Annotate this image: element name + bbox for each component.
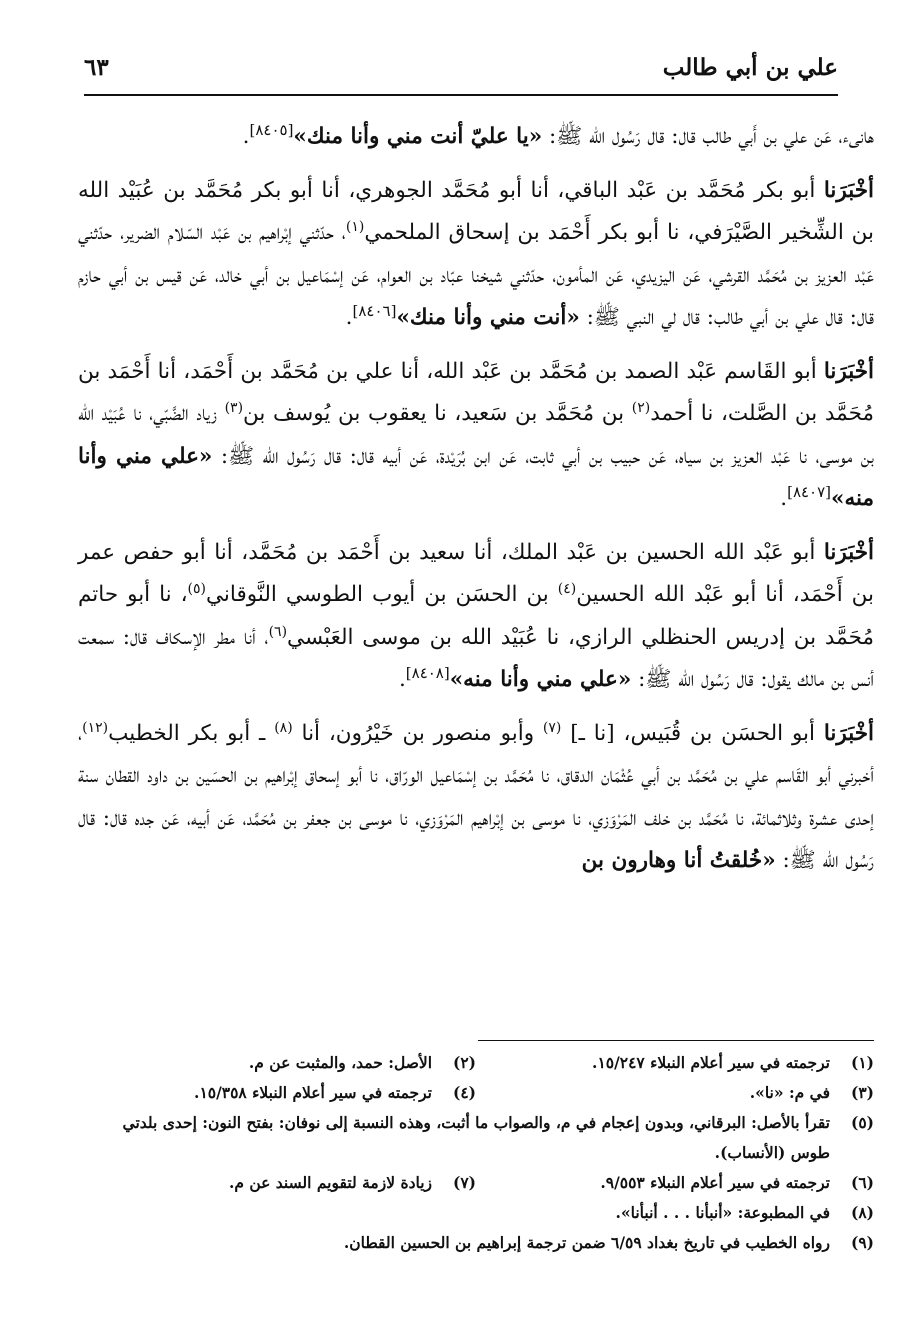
text: بن الحسَن بن أيوب الطوسي النَّوقاني (206, 582, 558, 607)
footnote-text: الأصل: حمد، والمثبت عن م. (248, 1053, 432, 1072)
main-text (78, 116, 874, 894)
hadith-number: [٨٤٠٧] (787, 482, 832, 501)
paragraph-5 (78, 713, 874, 883)
text: ، أخبرني أبو القَاسم علي بن مُحَمَّد بن أبي عُثْمَان الدقاق، نا مُحَمَّد بن إسْمَاعيل الورّاق، نا أبو إسحاق إبْراهيم بن الحسَين بن داود القطان سنة إحدى عشرة وثلاثمائة، نا مُحَمَّد بن خلف المَرْوَزي، نا موسى بن إبْراهيم المَرْوَزي، نا موسى بن جعفر بن مُحَمَّد، عَن أبيه، عَن جده قال: قال رَسُول الله ﷺ: (78, 720, 874, 873)
hadith-quote: «علي مني وأنا منه» (78, 443, 874, 511)
paragraph-1 (78, 116, 874, 159)
footnote-ref: (٨) (274, 719, 293, 736)
text: أبو عَبْد الله الحسين بن عَبْد الملك، أنا سعيد بن أَحْمَد بن مُحَمَّد، أنا أبو حفص عمر بن أَحْمَد، أنا أبو عَبْد الله الحسين (78, 539, 874, 607)
footnote-ref: (٥) (187, 580, 207, 597)
footnote-number: (٧) (452, 1173, 476, 1192)
footnote-ref: (١٢) (82, 719, 109, 736)
footnotes (78, 1048, 874, 1258)
hadith-quote: «يا عليّ أنت مني وأنا منك» (293, 124, 543, 149)
footnote-2 (78, 1048, 476, 1078)
hadith-quote: «علي مني وأنا منه» (449, 667, 632, 692)
footnote-text: تقرأ بالأصل: البرقاني، وبدون إعجام في م، والصواب ما أثبت، وهذه النسبة إلى نوفان: بفتح النون: إحدى بلدتي طوس (الأنساب). (122, 1113, 830, 1162)
footnote-row (78, 1078, 874, 1108)
footnote-ref: (٣) (224, 399, 244, 416)
footnote-ref: (١) (345, 218, 365, 235)
paragraph-3 (78, 351, 874, 521)
header-rule (84, 94, 838, 96)
footnote-text: ترجمته في سير أعلام النبلاء ٩/٥٥٣. (600, 1173, 830, 1192)
lead-word: أخْبَرَنا (823, 720, 875, 746)
footnote-ref: (٦) (268, 623, 288, 640)
footnote-number: (٣) (850, 1083, 874, 1102)
text: هانىء، عَن علي بن أَبي طالب قال: قال رَسُول الله ﷺ: (542, 124, 874, 149)
footnote-text: في المطبوعة: «أنبأنا . . . أنبأنا». (615, 1203, 830, 1222)
footnote-number: (٦) (850, 1173, 874, 1192)
footnote-number: (٢) (452, 1053, 476, 1072)
text: أبو الحسَن بن قُبَيس، [نا ـ] (561, 720, 824, 746)
period: . (780, 486, 788, 511)
footnote-text: ترجمته في سير أعلام النبلاء ١٥/٢٤٧. (592, 1053, 830, 1072)
lead-word: أخْبَرَنا (823, 358, 874, 384)
footnote-number: (١) (850, 1053, 874, 1072)
footnote-text: زيادة لازمة لتقويم السند عن م. (228, 1173, 432, 1192)
period: . (242, 124, 250, 149)
text: ، نا أبو حاتم مُحَمَّد بن إدريس الحنظلي الرازي، نا عُبَيْد الله بن موسى العَبْسي (78, 582, 874, 650)
lead-word: أخْبَرَنا (823, 539, 874, 565)
text: أبو القَاسم عَبْد الصمد بن مُحَمَّد بن عَبْد الله، أنا علي بن مُحَمَّد بن أَحْمَد، أنا أَحْمَد بن مُحَمَّد بن الصَّلت، نا أحمد (78, 358, 875, 426)
footnote-5 (78, 1108, 874, 1168)
running-title: علي بن أبي طالب (662, 54, 838, 81)
footnote-text: ترجمته في سير أعلام النبلاء ١٥/٣٥٨. (194, 1083, 432, 1102)
footnote-number: (٤) (452, 1083, 476, 1102)
footnote-ref: (٧) (542, 719, 562, 736)
footnote-8 (78, 1198, 874, 1228)
footnote-9 (78, 1228, 874, 1258)
footnote-row (78, 1048, 874, 1078)
period: . (345, 305, 353, 330)
text: ـ أبو بكر الخطيب (108, 720, 275, 746)
footnote-number: (٥) (850, 1113, 874, 1132)
page-number: ٦٣ (84, 54, 109, 81)
footnote-rule (478, 1040, 874, 1041)
hadith-number: [٨٤٠٦] (352, 301, 397, 320)
footnote-ref: (٤) (557, 580, 577, 597)
footnote-row (78, 1168, 874, 1198)
footnote-1 (476, 1048, 874, 1078)
footnote-text: في م: «نا». (749, 1083, 830, 1102)
text: زياد الضَّبّي، نا عُبَيْد الله بن موسى، نا عَبْد العزيز بن سياه، عَن حبيب بن أبي ثابت، عَن ابن بُرَيْدة، عَن أبيه قال: قال رَسُول الله ﷺ: (78, 401, 875, 469)
footnote-4 (78, 1078, 476, 1108)
text: وأبو منصور بن خَيْرُون، أنا (292, 720, 543, 746)
period: . (398, 667, 406, 692)
footnote-text: رواه الخطيب في تاريخ بغداد ٦/٥٩ ضمن ترجمة إبراهيم بن الحسين القطان. (343, 1233, 830, 1252)
footnote-3 (476, 1078, 874, 1108)
text: أبو بكر مُحَمَّد بن عَبْد الباقي، أنا أبو مُحَمَّد الجوهري، أنا أبو بكر مُحَمَّد بن عُبَيْد الله بن الشِّخير الصَّيْرَفي، نا أبو بكر أَحْمَد بن إسحاق الملحمي (78, 177, 874, 245)
lead-word: أخْبَرَنا (823, 177, 874, 203)
hadith-number: [٨٤٠٥] (249, 120, 294, 139)
text: ، حدّثني إبْراهيم بن عَبْد السّلام الضرير، حدّثني عَبْد العزيز بن مُحَمَّد القرشي، عَن اليزيدي، عَن المأمون، حدّثني شيخنا عبّاد بن العوام، عَن إسْمَاعيل بن أبي خالد، عَن قيس بن أبي حازم قال: قال علي بن أبي طالب: قال لي النبي ﷺ: (78, 220, 874, 330)
footnote-ref: (٢) (631, 399, 651, 416)
text: ، أنا مطر الإسكاف قال: سمعت أنس بن مالك يقول: قال رَسُول الله ﷺ: (78, 624, 874, 692)
hadith-quote: «خُلقتُ أنا وهارون بن (581, 848, 776, 873)
hadith-quote: «أنت مني وأنا منك» (396, 305, 580, 330)
footnote-6 (476, 1168, 874, 1198)
text: بن مُحَمَّد بن سَعيد، نا يعقوب بن يُوسف بن (243, 401, 632, 426)
footnote-number: (٨) (850, 1203, 874, 1222)
paragraph-4 (78, 532, 874, 702)
footnote-number: (٩) (850, 1233, 874, 1252)
paragraph-2 (78, 170, 874, 340)
hadith-number: [٨٤٠٨] (405, 663, 450, 682)
footnote-7 (78, 1168, 476, 1198)
